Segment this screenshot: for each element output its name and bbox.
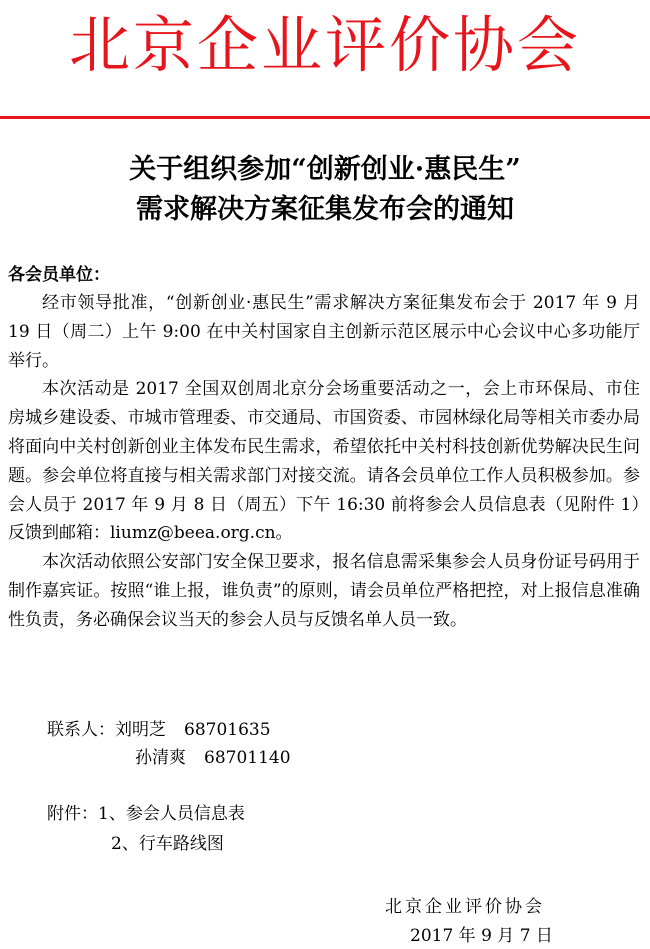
attachment-item: 1、参会人员信息表 — [98, 804, 245, 824]
attachment-label: 附件： — [47, 804, 98, 824]
contact-row-1 — [47, 717, 271, 743]
notice-title-line-2: 需求解决方案征集发布会的通知 — [136, 194, 514, 225]
contact-name: 孙清爽 — [135, 748, 186, 768]
attachment-row-2 — [111, 831, 224, 857]
letterhead-divider — [0, 116, 650, 119]
attachment-row-1 — [47, 801, 245, 827]
signature-org: 北京企业评价协会 — [385, 897, 545, 917]
letterhead-org-name: 北京企业评价协会 — [68, 10, 581, 81]
contact-phone: 68701635 — [184, 720, 271, 740]
salutation: 各会员单位： — [8, 265, 110, 285]
body-paragraph-3: 本次活动依照公安部门安全保卫要求，报名信息需采集参会人员身份证号码用于制作嘉宾证。按照“谁上报，谁负责”的原则，请会员单位严格把控，对上报信息准确性负责，务必确保会议当天的参会人员与反馈名单人员一致。 — [8, 552, 640, 630]
attachment-item: 2、行车路线图 — [111, 834, 224, 854]
contact-phone: 68701140 — [204, 748, 291, 768]
body-paragraph-2: 本次活动是 2017 全国双创周北京分会场重要活动之一，会上市环保局、市住房城乡建设委、市城市管理委、市交通局、市国资委、市园林绿化局等相关市委办局将面向中关村创新创业主体发布民生需求，希望依托中关村科技创新优势解决民生问题。参会单位将直接与相关需求部门对接交流。请各会员单位工作人员积极参加。参会人员于 2017 年 9 月 8 日（周五）下午 16:30 前将参会人员信息表（见附件 1）反馈到邮箱：liumz@beea.org.cn。 — [8, 379, 640, 544]
notice-title-line-1: 关于组织参加“创新创业·惠民生” — [129, 154, 521, 185]
signature-date: 2017 年 9 月 7 日 — [410, 926, 553, 946]
contact-row-2 — [135, 745, 291, 771]
contact-name: 刘明芝 — [115, 720, 166, 740]
contact-label: 联系人： — [47, 720, 115, 740]
notice-body — [8, 289, 640, 635]
body-paragraph-1: 经市领导批准，“创新创业·惠民生”需求解决方案征集发布会于 2017 年 9 月 19 日（周二）上午 9:00 在中关村国家自主创新示范区展示中心会议中心多功能厅举行。 — [8, 293, 640, 371]
